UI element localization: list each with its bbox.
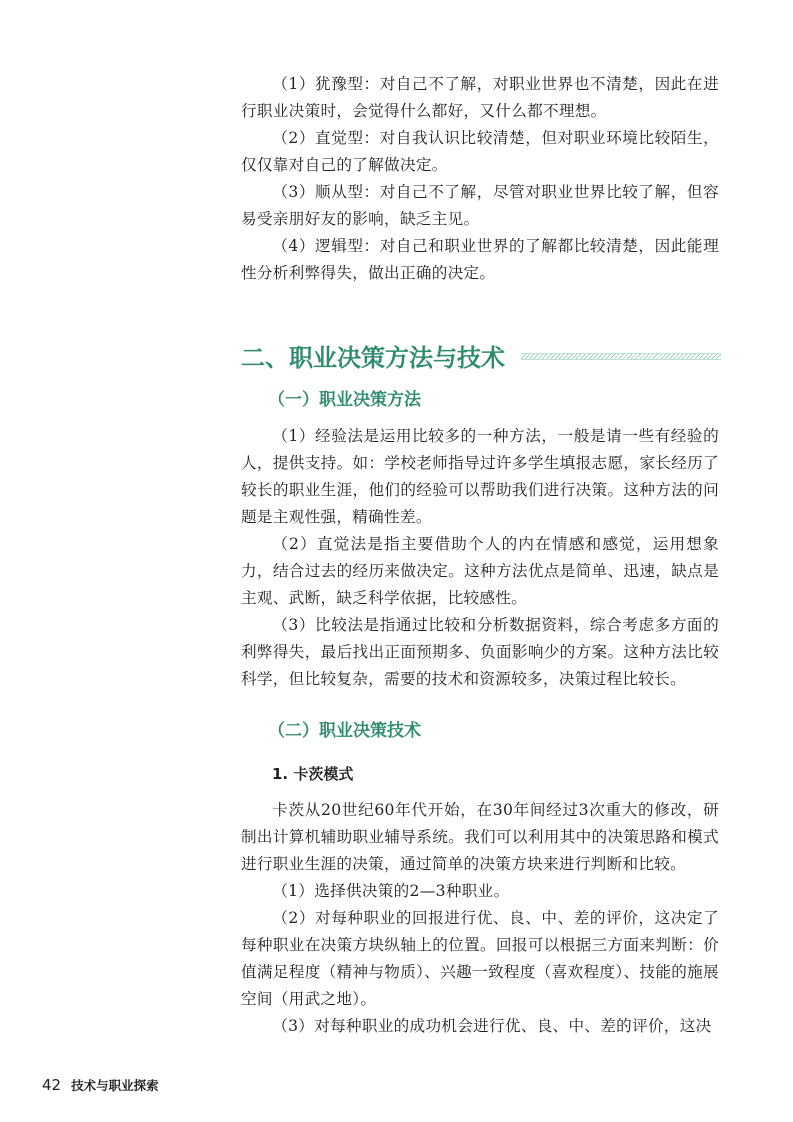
book-title: 技术与职业探索	[71, 1078, 159, 1093]
paragraph: （1）经验法是运用比较多的一种方法，一般是请一些有经验的人，提供支持。如：学校老师指导过许多学生填报志愿，家长经历了较长的职业生涯，他们的经验可以帮助我们进行决策。这种方法的问题是主观性强，精确性差。	[241, 427, 719, 526]
paragraph: （4）逻辑型：对自己和职业世界的了解都比较清楚，因此能理性分析利弊得失，做出正确的决定。	[241, 237, 719, 282]
paragraph: （1）犹豫型：对自己不了解，对职业世界也不清楚，因此在进行职业决策时，会觉得什么都好，又什么都不理想。	[241, 75, 719, 120]
page-number: 42	[42, 1076, 62, 1094]
intro-paragraphs	[241, 71, 719, 287]
paragraph: （2）直觉型：对自我认识比较清楚，但对职业环境比较陌生，仅仅靠对自己的了解做决定。	[241, 129, 719, 174]
paragraph: （3）顺从型：对自己不了解，尽管对职业世界比较了解，但容易受亲朋好友的影响，缺乏主见。	[241, 183, 719, 228]
section-heading-text: 二、职业决策方法与技术	[241, 343, 505, 372]
paragraph: （3）对每种职业的成功机会进行优、良、中、差的评价，这决	[272, 1017, 712, 1035]
paragraph: 卡茨从20世纪60年代开始，在30年间经过3次重大的修改，研制出计算机辅助职业辅导系统。我们可以利用其中的决策思路和模式进行职业生涯的决策，通过简单的决策方块来进行判断和比较。	[241, 801, 719, 873]
paragraph: （3）比较法是指通过比较和分析数据资料，综合考虑多方面的利弊得失，最后找出正面预期多、负面影响少的方案。这种方法比较科学，但比较复杂，需要的技术和资源较多，决策过程比较长。	[241, 616, 719, 688]
subsection-heading-methods: （一）职业决策方法	[268, 390, 421, 410]
techniques-paragraphs	[241, 797, 719, 1040]
page-footer	[42, 1076, 159, 1094]
paragraph: （2）对每种职业的回报进行优、良、中、差的评价，这决定了每种职业在决策方块纵轴上的位置。回报可以根据三方面来判断：价值满足程度（精神与物质）、兴趣一致程度（喜欢程度）、技能的施展空间（用武之地）。	[241, 909, 719, 1008]
subsection-heading-techniques: （二）职业决策技术	[268, 721, 421, 741]
section-heading	[241, 337, 721, 373]
section-heading-rule	[521, 353, 721, 360]
methods-paragraphs	[241, 423, 719, 693]
paragraph: （1）选择供决策的2—3种职业。	[272, 882, 510, 900]
paragraph: （2）直觉法是指主要借助个人的内在情感和感觉，运用想象力，结合过去的经历来做决定。这种方法优点是简单、迅速，缺点是主观、武断，缺乏科学依据，比较感性。	[241, 535, 719, 607]
item-heading: 1. 卡茨模式	[272, 765, 354, 783]
